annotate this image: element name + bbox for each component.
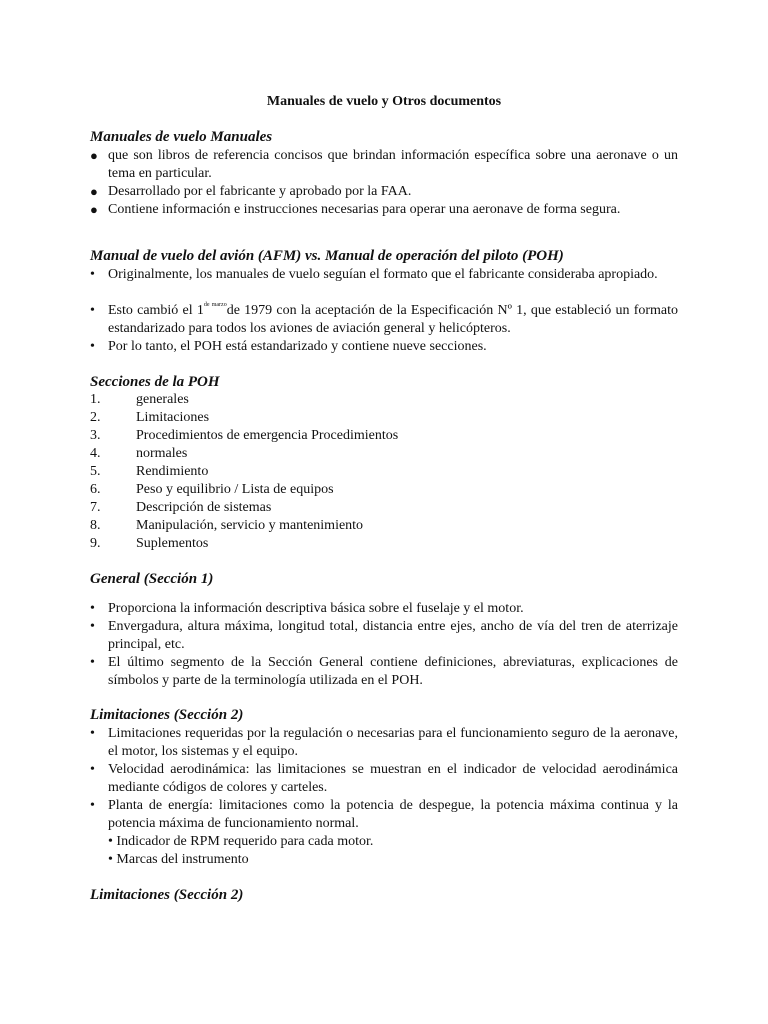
section-heading-manuales: Manuales de vuelo Manuales: [90, 129, 273, 145]
bullet-marker: •: [90, 762, 95, 777]
numbered-item: 9. Suplementos: [90, 536, 209, 551]
numbered-item: 5. Rendimiento: [90, 464, 209, 479]
sub-list-item: • Indicador de RPM requerido para cada motor.: [108, 834, 374, 849]
bullet-marker: •: [90, 339, 95, 354]
section-heading-general: General (Sección 1): [90, 571, 214, 587]
page-title: Manuales de vuelo y Otros documentos: [266, 94, 502, 109]
numbered-item: 3. Procedimientos de emergencia Procedimientos: [90, 428, 399, 443]
numbered-item: 6. Peso y equilibrio / Lista de equipos: [90, 482, 334, 497]
list-item: • Velocidad aerodinámica: las limitaciones se muestran en el indicador de velocidad aerodinámica mediante códigos de colores y carteles.: [90, 762, 678, 795]
list-item: • Envergadura, altura máxima, longitud total, distancia entre ejes, ancho de vía del tren de aterrizaje principal, etc.: [90, 619, 678, 652]
bullet-marker: ●: [90, 148, 98, 163]
list-item: ● que son libros de referencia concisos que brindan información específica sobre una aeronave o un tema en particular.: [90, 148, 678, 181]
bullet-marker: •: [90, 619, 95, 634]
list-item: • Limitaciones requeridas por la regulación o necesarias para el funcionamiento seguro de la aeronave, el motor, los sistemas y el equipo.: [90, 726, 678, 759]
section-heading-afm-poh: Manual de vuelo del avión (AFM) vs. Manual de operación del piloto (POH): [90, 248, 564, 264]
bullet-marker: ●: [90, 184, 98, 199]
bullet-marker: ●: [90, 202, 98, 217]
superscript-note: de marzo: [203, 302, 227, 308]
numbered-item: 4. normales: [90, 446, 188, 461]
numbered-item: 1. generales: [90, 392, 189, 407]
list-item: • Planta de energía: limitaciones como la potencia de despegue, la potencia máxima continua y la potencia máxima de funcionamiento normal.: [90, 798, 678, 831]
bullet-marker: •: [90, 267, 95, 282]
list-item: • Proporciona la información descriptiva básica sobre el fuselaje y el motor.: [90, 601, 524, 616]
bullet-marker: •: [90, 798, 95, 813]
bullet-marker: •: [90, 601, 95, 616]
bullet-marker: •: [90, 303, 95, 318]
numbered-item: 8. Manipulación, servicio y mantenimiento: [90, 518, 364, 533]
numbered-item: 7. Descripción de sistemas: [90, 500, 272, 515]
bullet-marker: •: [90, 726, 95, 741]
sub-list-item: • Marcas del instrumento: [108, 852, 249, 867]
section-heading-limitaciones-2: Limitaciones (Sección 2): [90, 887, 244, 903]
list-item: ● Desarrollado por el fabricante y aprobado por la FAA.: [90, 184, 412, 199]
section-heading-limitaciones: Limitaciones (Sección 2): [90, 707, 244, 723]
list-item: ● Contiene información e instrucciones necesarias para operar una aeronave de forma segura.: [90, 202, 621, 217]
list-item: • Esto cambió el $1^{de marzo}de$ 1979 con la aceptación de la Especificación Nº 1, que estableció un formato estandarizado para todos los aviones de aviación general y helicópteros.: [90, 302, 679, 336]
list-item: • Originalmente, los manuales de vuelo seguían el formato que el fabricante consideraba apropiado.: [90, 267, 658, 282]
list-item: • El último segmento de la Sección General contiene definiciones, abreviaturas, explicaciones de símbolos y parte de la terminología utilizada en el POH.: [90, 655, 678, 688]
bullet-marker: •: [90, 655, 95, 670]
section-heading-secciones: Secciones de la POH: [90, 374, 220, 390]
list-item: • Por lo tanto, el POH está estandarizado y contiene nueve secciones.: [90, 339, 487, 354]
numbered-item: 2. Limitaciones: [90, 410, 210, 425]
